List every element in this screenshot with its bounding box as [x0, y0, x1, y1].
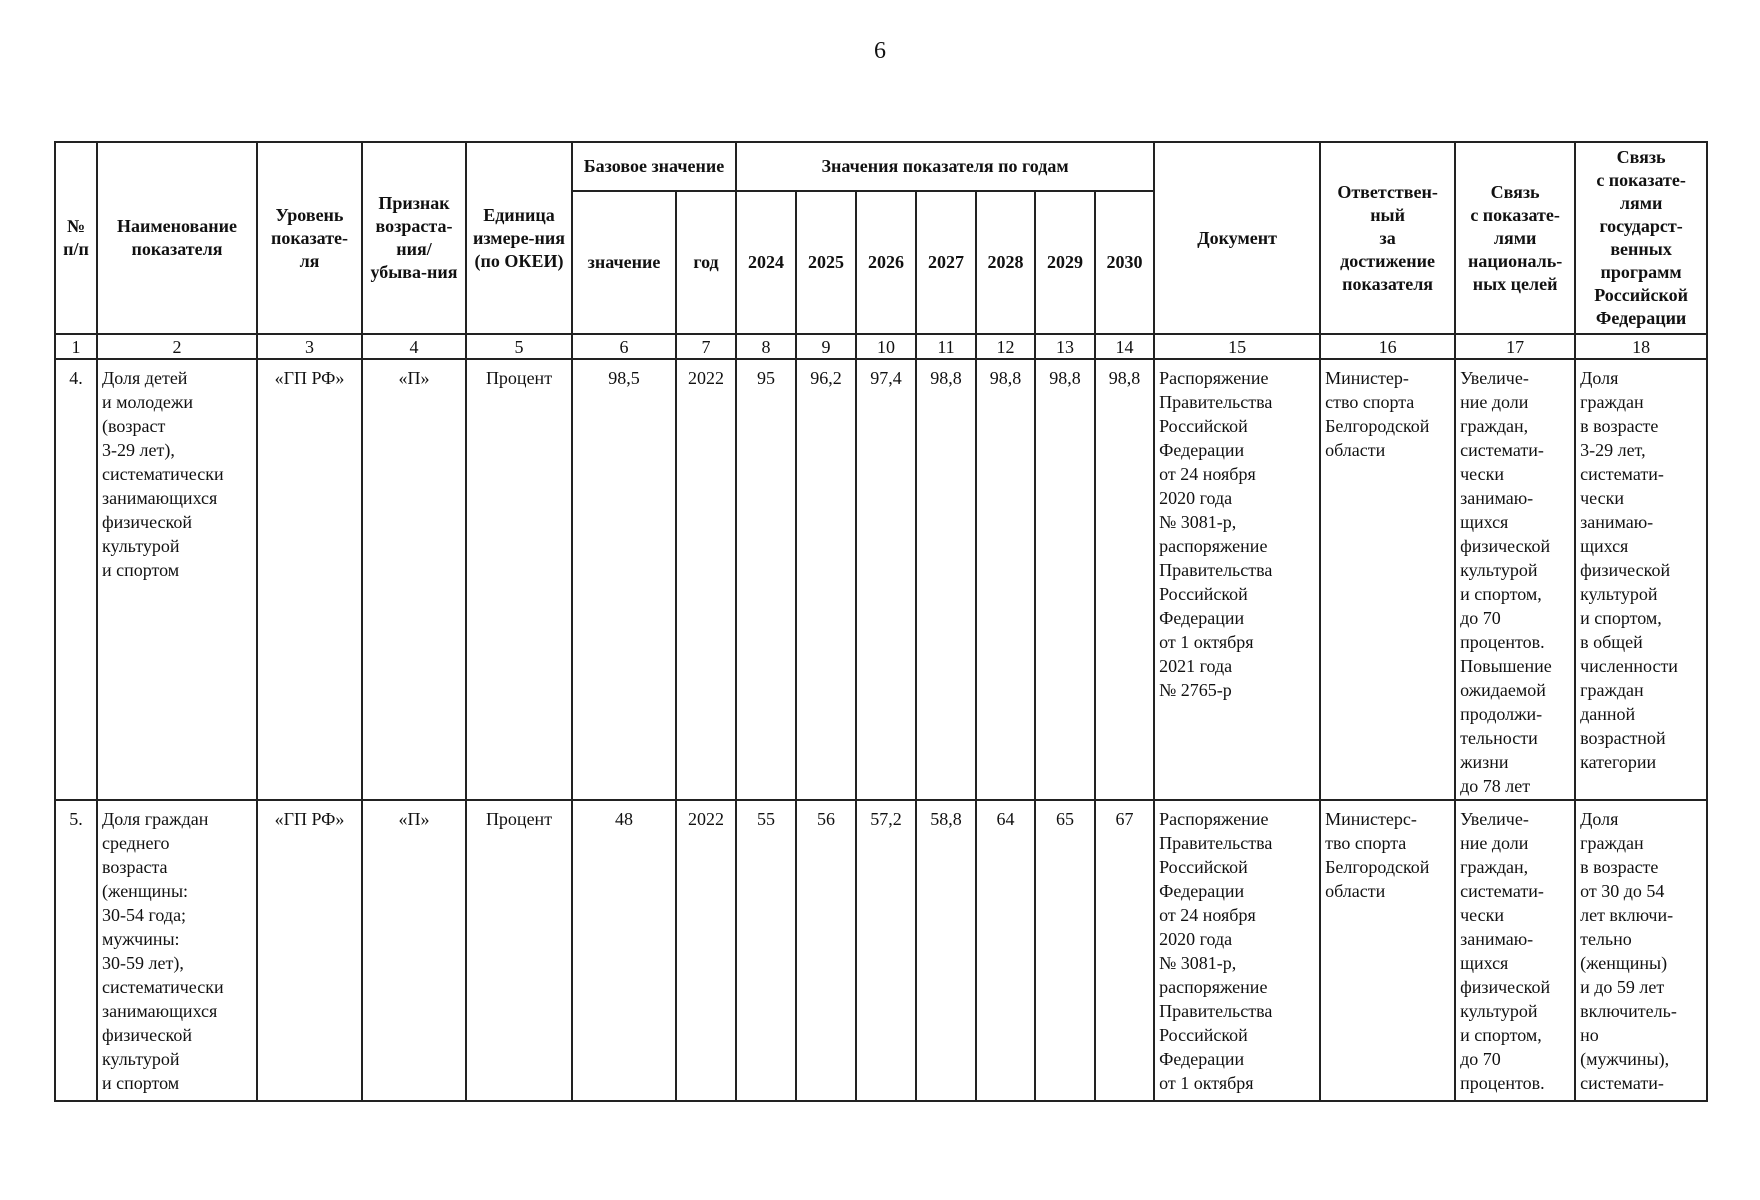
row-num: 5.	[55, 800, 97, 1101]
national-link-cell: Увеличе- ние доли граждан, системати- чески занимаю- щихся физической культурой и спортом, до 70 процентов. Повышение ожидаемой продолжи- тельности жизни до 78 лет	[1455, 359, 1575, 800]
year-value: 55	[736, 800, 796, 1101]
header-years-group: Значения показателя по годам	[736, 142, 1154, 191]
year-value: 64	[976, 800, 1035, 1101]
base-value: 48	[572, 800, 676, 1101]
header-year: 2028	[976, 191, 1035, 334]
year-value: 98,8	[976, 359, 1035, 800]
year-value: 58,8	[916, 800, 976, 1101]
year-value: 56	[796, 800, 856, 1101]
column-number: 2	[97, 334, 257, 359]
column-number: 15	[1154, 334, 1320, 359]
year-value: 96,2	[796, 359, 856, 800]
indicator-level: «ГП РФ»	[257, 800, 362, 1101]
header-base-value: значение	[572, 191, 676, 334]
header-num: № п/п	[55, 142, 97, 334]
year-value: 98,8	[1095, 359, 1154, 800]
column-number: 14	[1095, 334, 1154, 359]
indicator-level: «ГП РФ»	[257, 359, 362, 800]
header-year: 2027	[916, 191, 976, 334]
header-year: 2029	[1035, 191, 1095, 334]
header-responsible: Ответствен-ный за достижение показателя	[1320, 142, 1455, 334]
base-year: 2022	[676, 359, 736, 800]
column-number: 13	[1035, 334, 1095, 359]
national-link-cell: Увеличе- ние доли граждан, системати- чески занимаю- щихся физической культурой и спортом, до 70 процентов.	[1455, 800, 1575, 1101]
year-value: 98,8	[1035, 359, 1095, 800]
state-link-cell: Доля граждан в возрасте от 30 до 54 лет включи- тельно (женщины) и до 59 лет включитель- но (мужчины), системати-	[1575, 800, 1707, 1101]
table-row	[55, 359, 1707, 800]
header-year: 2025	[796, 191, 856, 334]
column-number: 12	[976, 334, 1035, 359]
indicator-trend: «П»	[362, 359, 466, 800]
column-number: 18	[1575, 334, 1707, 359]
header-base-group: Базовое значение	[572, 142, 736, 191]
year-value: 97,4	[856, 359, 916, 800]
column-number: 8	[736, 334, 796, 359]
header-document: Документ	[1154, 142, 1320, 334]
indicator-name: Доля граждан среднего возраста (женщины: 30-54 года; мужчины: 30-59 лет), систематически занимающихся физической культурой и спортом	[97, 800, 257, 1101]
column-number: 11	[916, 334, 976, 359]
header-level: Уровень показате-ля	[257, 142, 362, 334]
header-state-link: Связь с показате-лями государст-венных программ Российской Федерации	[1575, 142, 1707, 334]
responsible-cell: Министер- ство спорта Белгородской области	[1320, 359, 1455, 800]
indicator-trend: «П»	[362, 800, 466, 1101]
column-number: 17	[1455, 334, 1575, 359]
indicator-unit: Процент	[466, 359, 572, 800]
column-number: 7	[676, 334, 736, 359]
year-value: 95	[736, 359, 796, 800]
row-num: 4.	[55, 359, 97, 800]
indicator-name: Доля детей и молодежи (возраст 3-29 лет), систематически занимающихся физической культурой и спортом	[97, 359, 257, 800]
year-value: 65	[1035, 800, 1095, 1101]
state-link-cell: Доля граждан в возрасте 3-29 лет, системати- чески занимаю- щихся физической культурой и спортом, в общей численности граждан данной возрастной категории	[1575, 359, 1707, 800]
document-cell: Распоряжение Правительства Российской Федерации от 24 ноября 2020 года № 3081-р, распоряжение Правительства Российской Федерации от 1 октября	[1154, 800, 1320, 1101]
table-row	[55, 800, 1707, 1101]
year-value: 67	[1095, 800, 1154, 1101]
column-number: 9	[796, 334, 856, 359]
base-year: 2022	[676, 800, 736, 1101]
responsible-cell: Министерс- тво спорта Белгородской области	[1320, 800, 1455, 1101]
document-cell: Распоряжение Правительства Российской Федерации от 24 ноября 2020 года № 3081-р, распоряжение Правительства Российской Федерации от 1 октября 2021 года № 2765-р	[1154, 359, 1320, 800]
column-number: 6	[572, 334, 676, 359]
header-year: 2030	[1095, 191, 1154, 334]
header-name: Наименование показателя	[97, 142, 257, 334]
header-trend: Признак возраста-ния/ убыва-ния	[362, 142, 466, 334]
page-number: 6	[874, 38, 886, 64]
column-number: 4	[362, 334, 466, 359]
column-number: 10	[856, 334, 916, 359]
column-numbers-row	[55, 334, 1707, 359]
year-value: 57,2	[856, 800, 916, 1101]
header-year: 2026	[856, 191, 916, 334]
year-value: 98,8	[916, 359, 976, 800]
header-national-link: Связь с показате-лями националь-ных целей	[1455, 142, 1575, 334]
indicators-table	[54, 141, 1708, 1102]
column-number: 3	[257, 334, 362, 359]
column-number: 1	[55, 334, 97, 359]
header-base-year: год	[676, 191, 736, 334]
indicator-unit: Процент	[466, 800, 572, 1101]
header-year: 2024	[736, 191, 796, 334]
header-unit: Единица измере-ния (по ОКЕИ)	[466, 142, 572, 334]
base-value: 98,5	[572, 359, 676, 800]
column-number: 5	[466, 334, 572, 359]
column-number: 16	[1320, 334, 1455, 359]
